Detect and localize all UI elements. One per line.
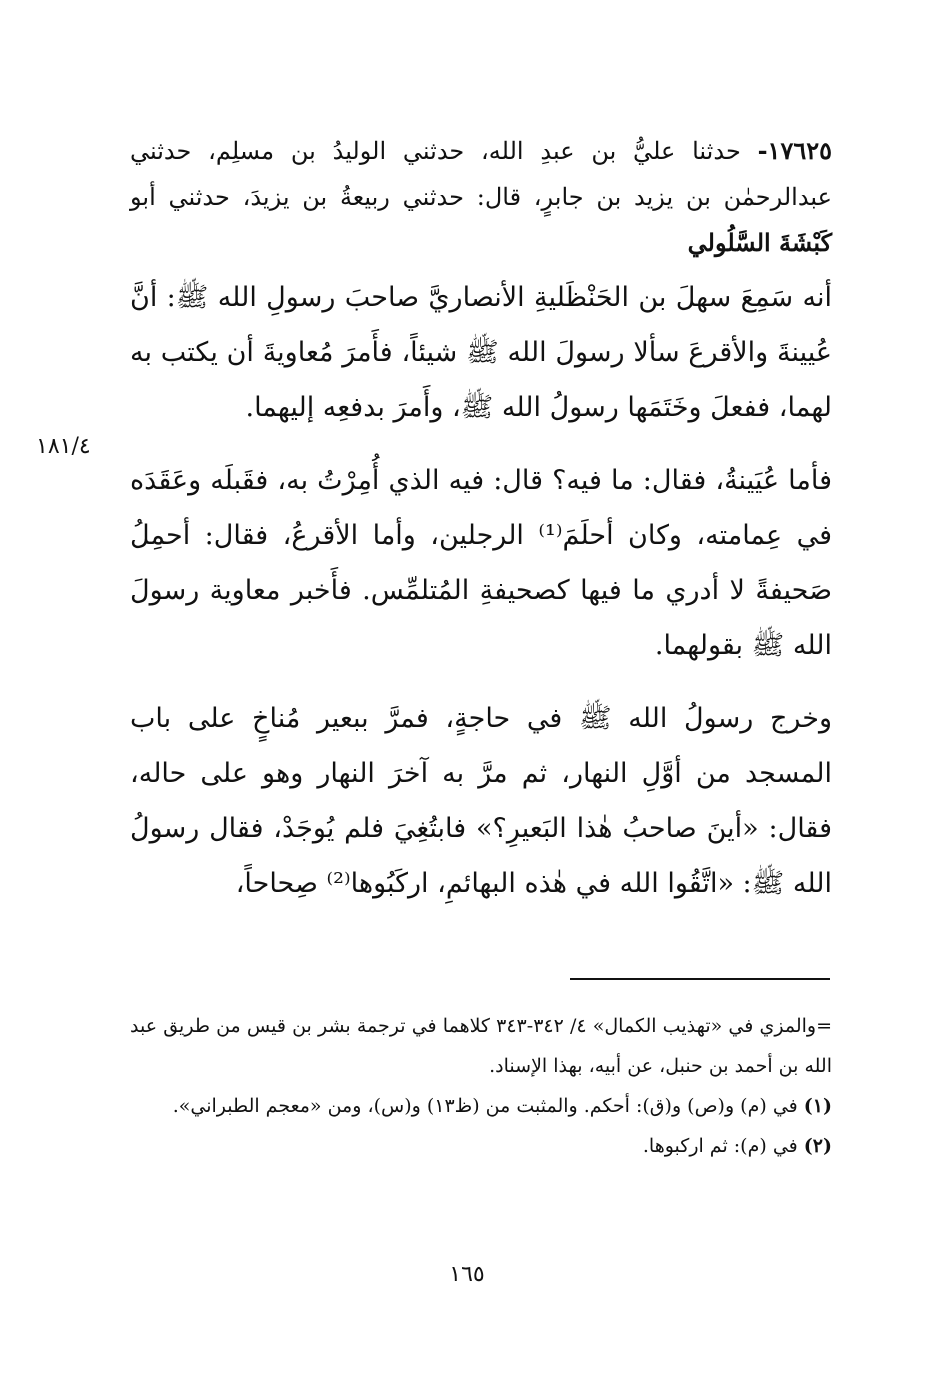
matn-paragraph: فأما عُيَينةُ، فقال: ما فيه؟ قال: فيه الذي أُمِرْتُ به، فقَبلَه وعَقَدَه في عِمامته، وكان أحلَمَ⁽¹⁾ الرجلين، وأما الأقرعُ، فقال: أحمِلُ صَحيفةً لا أدري ما فيها كصحيفةِ المُتلمِّس. فأَخبر معاوية رسولَ الله ﷺ بقولهما. (130, 465, 832, 661)
footnotes (130, 1006, 832, 1166)
page-number: ١٦٥ (449, 1262, 485, 1287)
isnad-final-narrator: كَبْشَةَ السَّلُولي (687, 228, 832, 257)
footnote-separator (570, 978, 830, 980)
matn-paragraph: أنه سَمِعَ سهلَ بن الحَنْظَليةِ الأنصاريَّ صاحبَ رسولِ الله ﷺ: أنَّ عُيينةَ والأقرعَ سألا رسولَ الله ﷺ شيئاً، فأَمرَ مُعاويةَ أن يكتب به لهما، ففعلَ وخَتَمَها رسولُ الله ﷺ، وأَمرَ بدفعِه إليهما. (130, 282, 832, 423)
footnote-2-text: في (م): ثم اركبوها. (642, 1135, 798, 1157)
margin-volume-reference: ١٨١/٤ (36, 434, 91, 459)
footnote-1 (130, 1086, 832, 1126)
footnote-1-marker: (١) (803, 1095, 832, 1117)
footnote-1-text: في (م) و(ص) و(ق): أحكم. والمثبت من (ظ١٣) و(س)، ومن «معجم الطبراني». (172, 1095, 798, 1117)
matn-paragraph: وخرج رسولُ الله ﷺ في حاجةٍ، فمرَّ ببعير مُناخٍ على باب المسجد من أوَّلِ النهار، ثم مرَّ به آخرَ النهار وهو على حاله، فقال: «أينَ صاحبُ هٰذا البَعيرِ؟» فابتُغِيَ فلم يُوجَدْ، فقال رسولُ الله ﷺ: «اتَّقُوا الله في هٰذه البهائمِ، اركَبُوها⁽²⁾ صِحاحاً، (130, 703, 832, 899)
hadith-number: ١٧٦٢٥- (757, 136, 832, 165)
hadith-matn (130, 270, 832, 929)
footnote-continuation: =والمزي في «تهذيب الكمال» ٤/ ٣٤٢-٣٤٣ كلاهما في ترجمة بشر بن قيس من طريق عبد الله بن أحمد بن حنبل، عن أبيه، بهذا الإسناد. (130, 1015, 832, 1077)
isnad-chain: حدثنا عليُّ بن عبدِ الله، حدثني الوليدُ بن مسلِم، حدثني عبدالرحمٰن بن يزيد بن جابرٍ، قال: حدثني ربيعةُ بن يزيدَ، حدثني أبو (130, 137, 832, 211)
hadith-isnad (130, 128, 832, 266)
footnote-2 (130, 1126, 832, 1166)
footnote-2-marker: (٢) (803, 1135, 832, 1157)
